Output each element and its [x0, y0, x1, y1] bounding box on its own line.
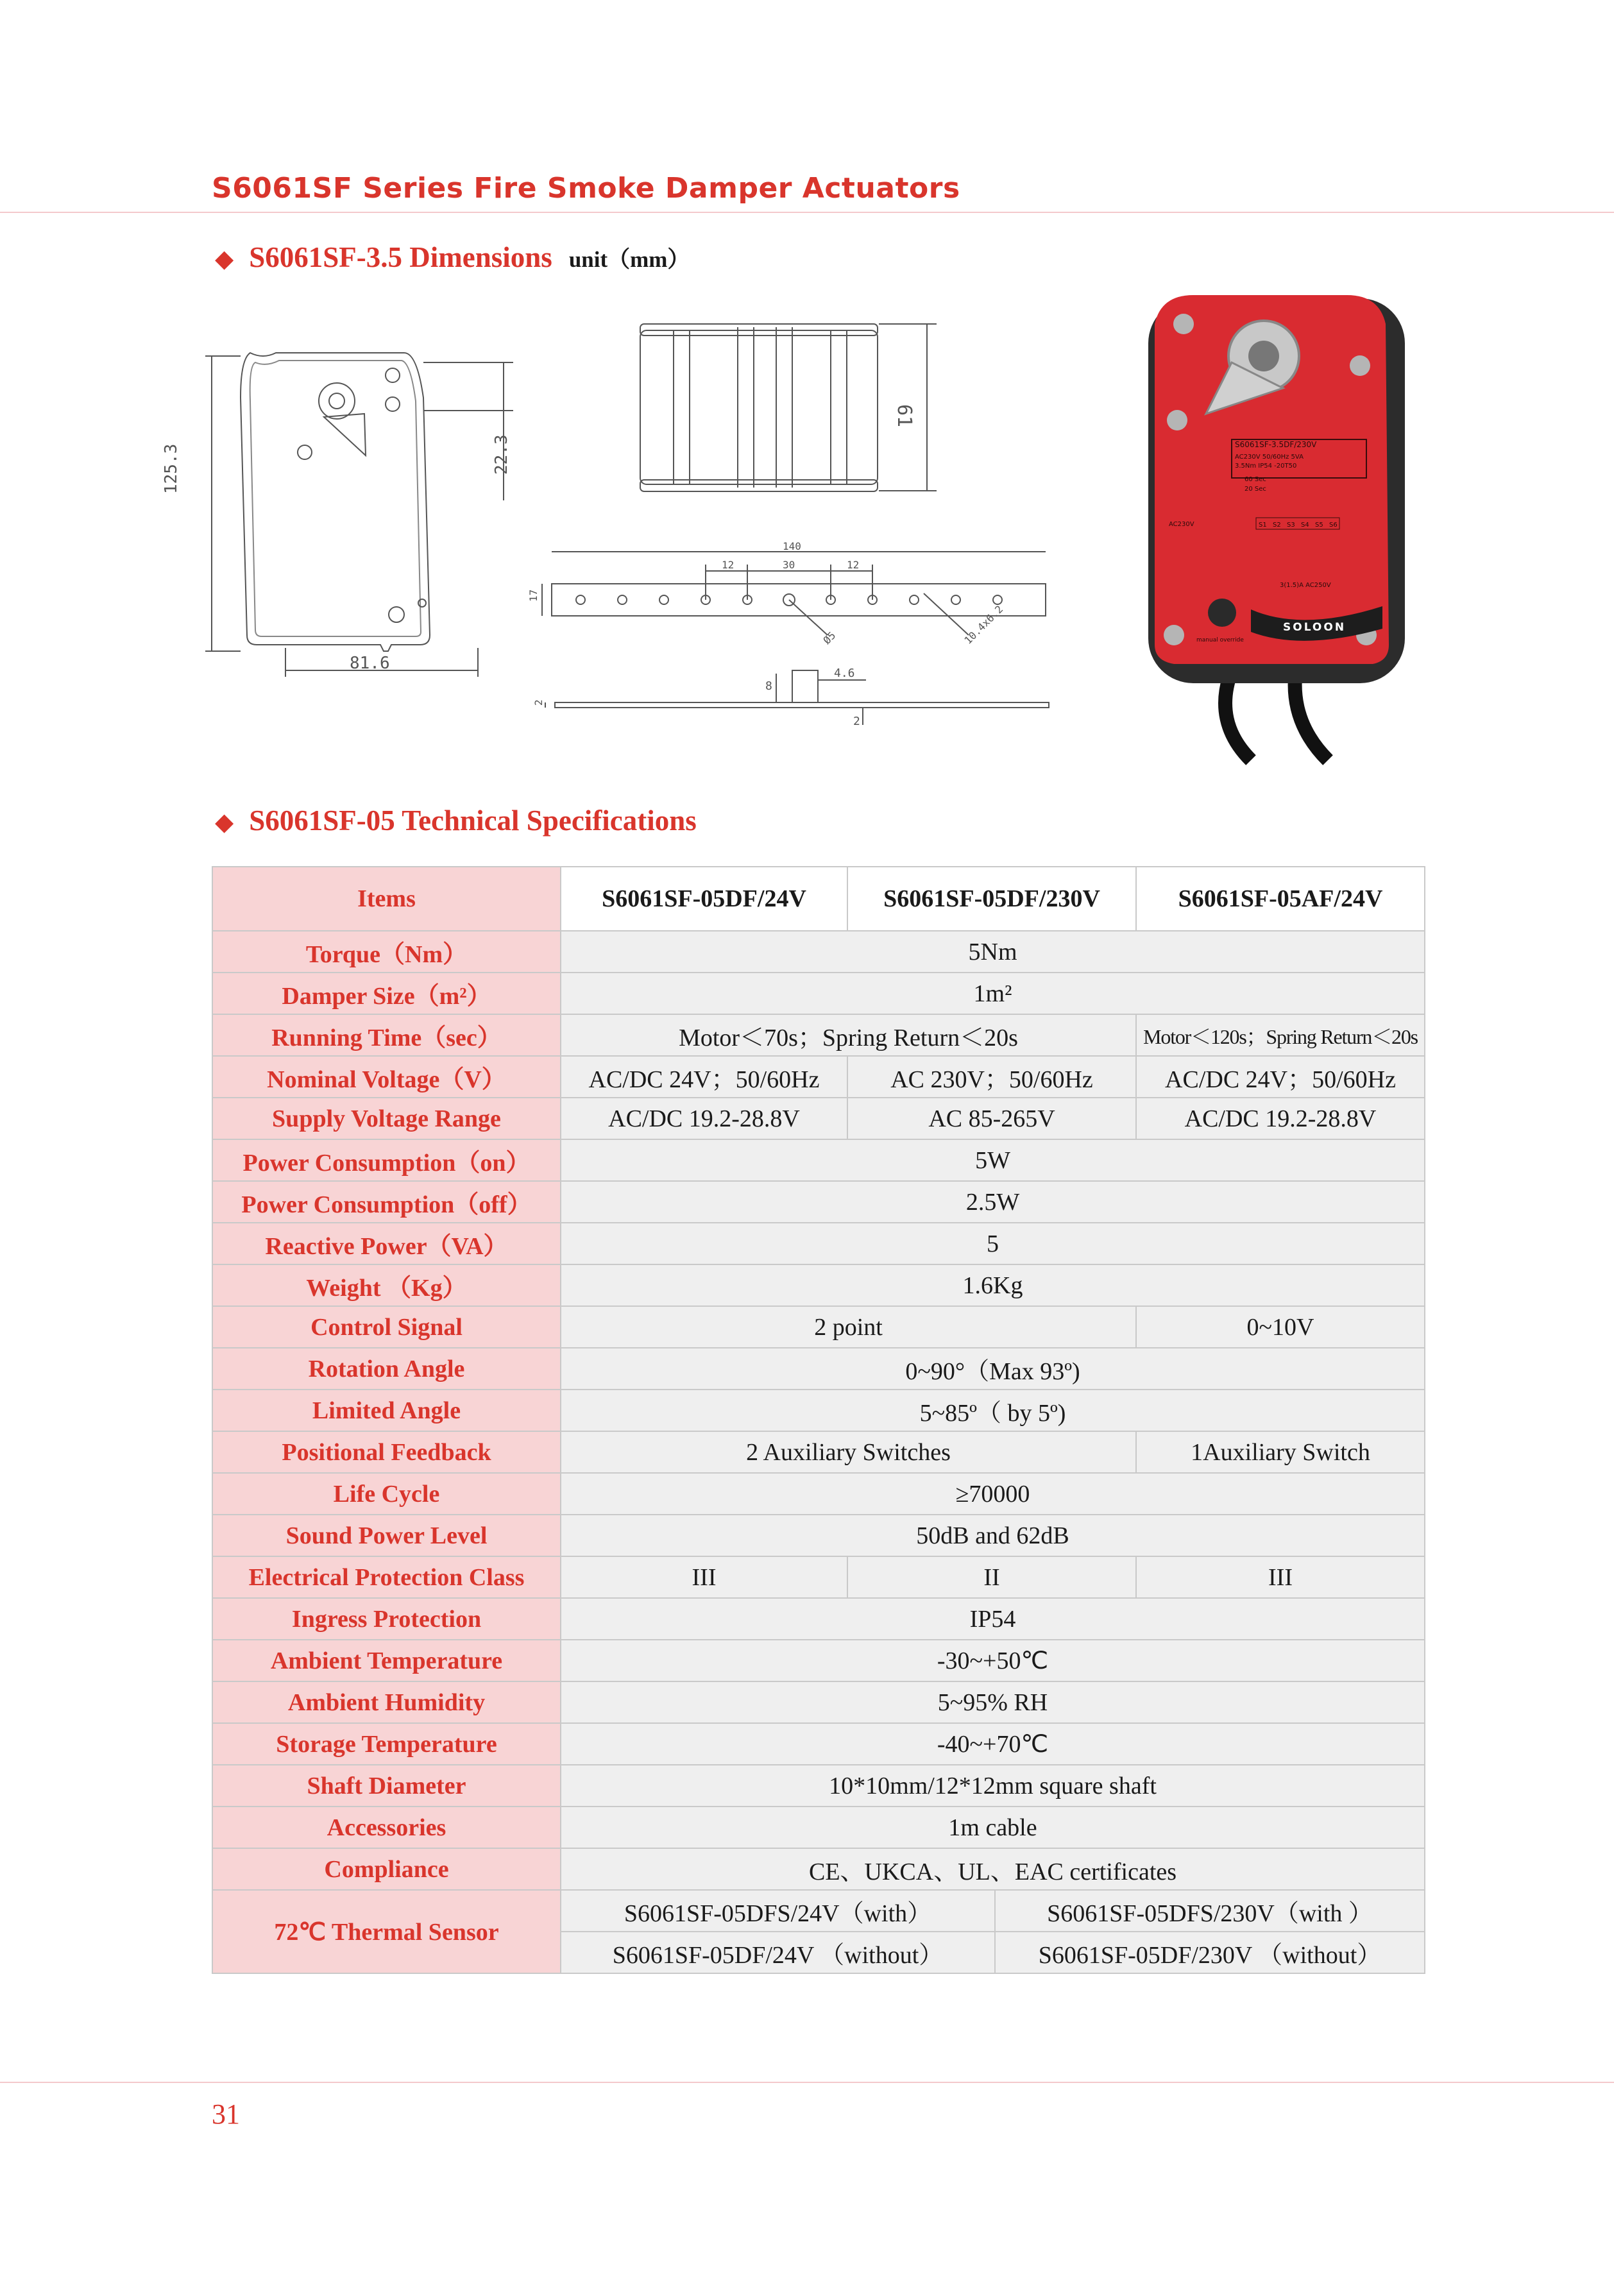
table-row — [212, 1014, 1425, 1056]
dim-mid-label: 30 — [783, 559, 795, 571]
row-label: Rotation Angle — [212, 1348, 561, 1390]
row-label: Weight （Kg） — [212, 1264, 561, 1306]
row-value: AC/DC 19.2-28.8V — [561, 1098, 847, 1139]
row-value: 2 point — [561, 1306, 1136, 1348]
header-rule — [0, 212, 1614, 213]
row-value: 0~90°（Max 93º) — [561, 1348, 1425, 1390]
table-row — [212, 1890, 1425, 1932]
photo-switch-s2: S2 — [1273, 522, 1281, 529]
table-row — [212, 1473, 1425, 1515]
row-value: 10*10mm/12*12mm square shaft — [561, 1765, 1425, 1807]
table-row — [212, 1264, 1425, 1306]
side-view — [640, 324, 937, 491]
row-label: Running Time（sec） — [212, 1014, 561, 1056]
row-label: Ingress Protection — [212, 1598, 561, 1640]
table-row — [212, 1181, 1425, 1223]
dim-gap1-label: 12 — [722, 559, 735, 571]
dim-gap2-label: 12 — [847, 559, 860, 571]
row-value: II — [847, 1556, 1136, 1598]
dim-side-label: 17 — [527, 589, 539, 602]
row-value: 5W — [561, 1139, 1425, 1181]
photo-time1: 60 Sec — [1244, 476, 1266, 483]
diamond-bullet-icon: ◆ — [215, 244, 234, 273]
row-label: Sound Power Level — [212, 1515, 561, 1556]
row-value: 2 Auxiliary Switches — [561, 1431, 1136, 1473]
front-view — [205, 353, 513, 677]
row-value: 2.5W — [561, 1181, 1425, 1223]
photo-switch-s6: S6 — [1329, 522, 1338, 529]
row-value: 1m cable — [561, 1807, 1425, 1848]
row-value: -30~+50℃ — [561, 1640, 1425, 1681]
photo-switch-s4: S4 — [1301, 522, 1309, 529]
row-value: AC 230V；50/60Hz — [847, 1056, 1136, 1098]
table-row — [212, 1640, 1425, 1681]
dimensions-unit: unit（mm） — [568, 247, 690, 272]
row-value: AC 85-265V — [847, 1098, 1136, 1139]
page-header-title: S6061SF Series Fire Smoke Damper Actuators — [212, 172, 960, 205]
table-row — [212, 973, 1425, 1014]
row-value: 5~85º（ by 5º) — [561, 1390, 1425, 1431]
row-label: Storage Temperature — [212, 1723, 561, 1765]
photo-spec1: AC230V 50/60Hz 5VA — [1235, 454, 1304, 461]
table-row — [212, 1056, 1425, 1098]
specs-section-heading — [215, 804, 697, 837]
manual-override-icon — [1208, 599, 1236, 627]
photo-brand: SOLOON — [1283, 621, 1346, 634]
table-row — [212, 1765, 1425, 1807]
table-row — [212, 1807, 1425, 1848]
table-row — [212, 1223, 1425, 1264]
header-model-05df-24v: S6061SF-05DF/24V — [561, 867, 847, 931]
photo-switch-s1: S1 — [1259, 522, 1267, 529]
dim-pin-label: 8 — [765, 679, 772, 693]
row-value: Motor＜120s；Spring Return＜20s — [1136, 1014, 1425, 1056]
row-value: 5 — [561, 1223, 1425, 1264]
row-label: Reactive Power（VA） — [212, 1223, 561, 1264]
dimensions-section-heading — [215, 241, 690, 274]
table-row — [212, 1306, 1425, 1348]
table-row — [212, 1348, 1425, 1390]
row-value: S6061SF-05DF/24V （without） — [561, 1932, 995, 1973]
row-value: AC/DC 24V；50/60Hz — [1136, 1056, 1425, 1098]
row-label: Electrical Protection Class — [212, 1556, 561, 1598]
row-label: Limited Angle — [212, 1390, 561, 1431]
row-value: 1.6Kg — [561, 1264, 1425, 1306]
bracket-profile — [545, 670, 1049, 725]
header-model-05df-230v: S6061SF-05DF/230V — [847, 867, 1136, 931]
row-label: Ambient Temperature — [212, 1640, 561, 1681]
row-label: 72℃ Thermal Sensor — [212, 1890, 561, 1973]
row-label: Compliance — [212, 1848, 561, 1890]
row-label: Ambient Humidity — [212, 1681, 561, 1723]
cable — [1225, 670, 1251, 760]
row-value: 1m² — [561, 973, 1425, 1014]
specs-title: S6061SF-05 Technical Specifications — [249, 804, 697, 837]
table-row — [212, 931, 1425, 973]
table-row — [212, 1139, 1425, 1181]
row-value: AC/DC 19.2-28.8V — [1136, 1098, 1425, 1139]
row-value: AC/DC 24V；50/60Hz — [561, 1056, 847, 1098]
table-row — [212, 1848, 1425, 1890]
row-value: S6061SF-05DFS/230V（with ） — [995, 1890, 1425, 1932]
dim-hole-label: Ø5 — [820, 629, 838, 647]
dim-thick2-label: 2 — [853, 715, 860, 728]
row-label: Control Signal — [212, 1306, 561, 1348]
page-number: 31 — [212, 2098, 240, 2130]
footer-rule — [0, 2082, 1614, 2083]
photo-model: S6061SF-3.5DF/230V — [1235, 440, 1317, 449]
row-value: 50dB and 62dB — [561, 1515, 1425, 1556]
row-value: ≥70000 — [561, 1473, 1425, 1515]
dimension-drawing — [162, 302, 1084, 751]
row-value: -40~+70℃ — [561, 1723, 1425, 1765]
row-label: Positional Feedback — [212, 1431, 561, 1473]
dim-depth-label: 61 — [893, 404, 915, 428]
dim-offset-label: 22.3 — [492, 434, 511, 475]
row-value: IP54 — [561, 1598, 1425, 1640]
row-label: Accessories — [212, 1807, 561, 1848]
table-row — [212, 1431, 1425, 1473]
row-label: Shaft Diameter — [212, 1765, 561, 1807]
row-value: III — [1136, 1556, 1425, 1598]
table-row — [212, 1098, 1425, 1139]
row-label: Life Cycle — [212, 1473, 561, 1515]
row-label: Supply Voltage Range — [212, 1098, 561, 1139]
row-value: Motor＜70s；Spring Return＜20s — [561, 1014, 1136, 1056]
table-row — [212, 1556, 1425, 1598]
dim-height-label: 125.3 — [162, 443, 181, 494]
dimensions-title: S6061SF-3.5 Dimensions — [249, 241, 552, 273]
row-label: Power Consumption（on） — [212, 1139, 561, 1181]
row-value: 0~10V — [1136, 1306, 1425, 1348]
table-row — [212, 1598, 1425, 1640]
dim-pinw-label: 4.6 — [834, 667, 855, 680]
dim-thick-label: 2 — [532, 699, 545, 706]
table-row — [212, 1390, 1425, 1431]
row-label: Nominal Voltage（V） — [212, 1056, 561, 1098]
row-value: 5~95% RH — [561, 1681, 1425, 1723]
photo-switch-s5: S5 — [1315, 522, 1323, 529]
dim-slot-label: 10.4x6.2 — [962, 602, 1006, 647]
header-model-05af-24v: S6061SF-05AF/24V — [1136, 867, 1425, 931]
dim-width-label: 81.6 — [350, 654, 390, 673]
table-row — [212, 1515, 1425, 1556]
dim-total-label: 140 — [783, 540, 801, 552]
table-row — [212, 1681, 1425, 1723]
photo-aux: 3(1.5)A AC250V — [1280, 582, 1331, 589]
header-items: Items — [212, 867, 561, 931]
row-value: CE、UKCA、UL、EAC certificates — [561, 1848, 1425, 1890]
photo-manual: manual override — [1196, 637, 1244, 643]
row-value: S6061SF-05DFS/24V（with） — [561, 1890, 995, 1932]
cable — [1295, 670, 1328, 760]
table-header-row — [212, 867, 1425, 931]
row-label: Damper Size（m²） — [212, 973, 561, 1014]
table-row — [212, 1723, 1425, 1765]
row-label: Torque（Nm） — [212, 931, 561, 973]
diamond-bullet-icon: ◆ — [215, 808, 234, 836]
row-value: S6061SF-05DF/230V （without） — [995, 1932, 1425, 1973]
row-value: 5Nm — [561, 931, 1425, 973]
photo-switch-s3: S3 — [1287, 522, 1295, 529]
actuator-product-photo — [1135, 285, 1424, 760]
technical-specifications-table — [212, 866, 1425, 1974]
row-label: Power Consumption（off） — [212, 1181, 561, 1223]
photo-ac: AC230V — [1169, 521, 1194, 528]
row-value: III — [561, 1556, 847, 1598]
photo-time2: 20 Sec — [1244, 486, 1266, 493]
photo-spec2: 3.5Nm IP54 -20T50 — [1235, 463, 1297, 470]
row-value: 1Auxiliary Switch — [1136, 1431, 1425, 1473]
